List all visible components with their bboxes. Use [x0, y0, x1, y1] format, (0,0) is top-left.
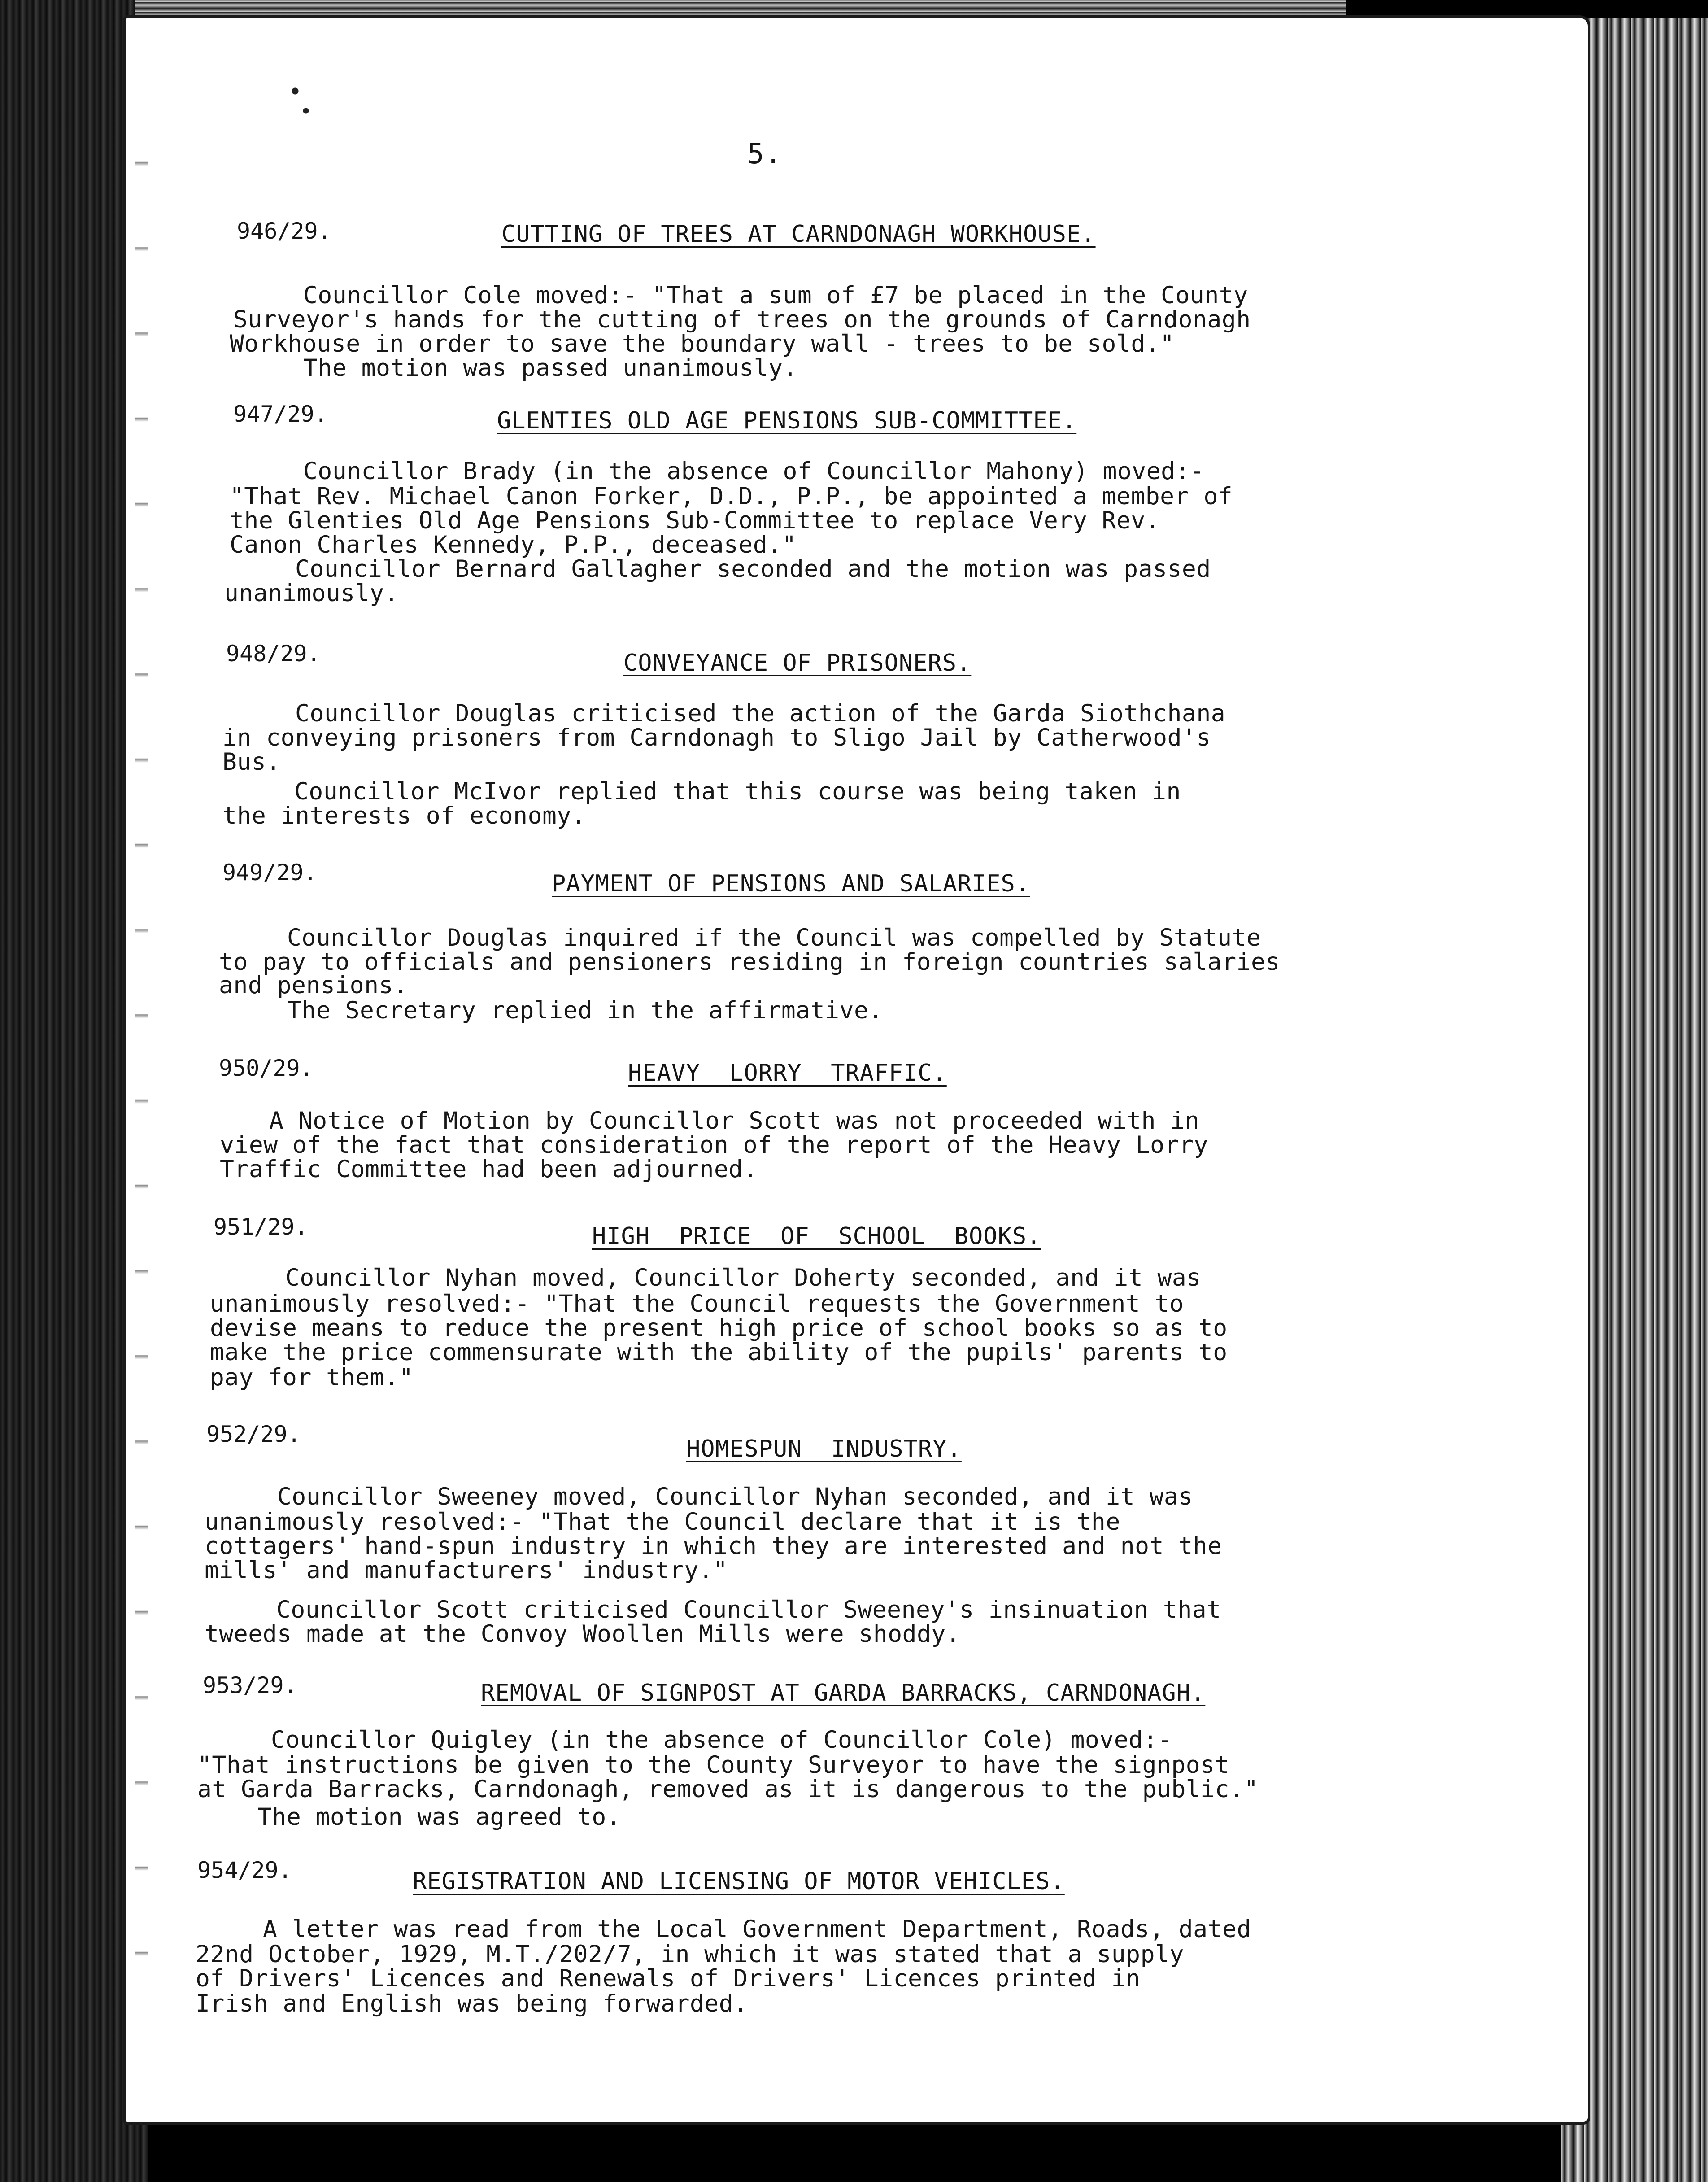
minute-text-line: in conveying prisoners from Carndonagh to Sligo Jail by Catherwood's — [222, 724, 1211, 751]
minute-text-line: Bus. — [222, 748, 281, 776]
minute-text-line: Councillor Douglas inquired if the Council was compelled by Statute — [287, 924, 1261, 951]
minute-text-line: pay for them." — [210, 1364, 414, 1391]
minute-text-line: and pensions. — [219, 972, 408, 999]
minute-text-line: mills' and manufacturers' industry." — [205, 1557, 728, 1584]
minute-text-line: Councillor Nyhan moved, Councillor Doherty seconded, and it was — [285, 1264, 1201, 1292]
minute-number: 954/29. — [197, 1857, 292, 1883]
minute-text-line: devise means to reduce the present high price of school books so as to — [210, 1314, 1228, 1342]
minute-heading: CUTTING OF TREES AT CARNDONAGH WORKHOUSE. — [501, 221, 1096, 248]
minute-number: 947/29. — [233, 401, 328, 427]
minute-text-line: Councillor Quigley (in the absence of Councillor Cole) moved:- — [271, 1726, 1172, 1754]
minute-text-line: Councillor Brady (in the absence of Councillor Mahony) moved:- — [303, 458, 1205, 485]
minute-text-line: at Garda Barracks, Carndonagh, removed as it is dangerous to the public." — [197, 1776, 1259, 1803]
minute-text-line: the Glenties Old Age Pensions Sub-Committee to replace Very Rev. — [230, 507, 1160, 534]
minute-text-line: make the price commensurate with the ability of the pupils' parents to — [210, 1339, 1228, 1366]
minute-number: 948/29. — [226, 641, 321, 667]
minute-text-line: cottagers' hand-spun industry in which they are interested and not the — [205, 1532, 1222, 1560]
binding-marks — [135, 81, 148, 2010]
minute-text-line: Irish and English was being forwarded. — [196, 1990, 748, 2017]
minute-heading: CONVEYANCE OF PRISONERS. — [623, 650, 972, 676]
minute-text-line: "That Rev. Michael Canon Forker, D.D., P.P., be appointed a member of — [230, 483, 1233, 510]
minute-heading: HIGH PRICE OF SCHOOL BOOKS. — [592, 1223, 1041, 1250]
minute-text-line: of Drivers' Licences and Renewals of Drivers' Licences printed in — [196, 1965, 1141, 1992]
minute-text-line: The motion was agreed to. — [257, 1803, 621, 1831]
minute-number: 950/29. — [219, 1055, 314, 1081]
minute-number: 946/29. — [237, 218, 331, 244]
minute-number: 952/29. — [206, 1421, 301, 1447]
minute-text-line: Canon Charles Kennedy, P.P., deceased." — [230, 531, 797, 559]
minute-text-line: Councillor Douglas criticised the action of the Garda Siothchana — [295, 700, 1226, 727]
minute-text-line: Councillor Cole moved:- "That a sum of £7 be placed in the County — [303, 282, 1248, 309]
minute-heading: REMOVAL OF SIGNPOST AT GARDA BARRACKS, CARNDONAGH. — [481, 1680, 1206, 1706]
minute-number: 949/29. — [222, 860, 317, 886]
minute-text-line: the interests of economy. — [222, 802, 586, 829]
minute-number: 951/29. — [214, 1214, 308, 1240]
minute-heading: GLENTIES OLD AGE PENSIONS SUB-COMMITTEE. — [497, 407, 1077, 434]
minute-text-line: Councillor Bernard Gallagher seconded and the motion was passed — [295, 555, 1211, 583]
minute-text-line: Surveyor's hands for the cutting of trees on the grounds of Carndonagh — [233, 306, 1251, 333]
page-number: 5. — [747, 137, 783, 170]
minute-text-line: "That instructions be given to the County Surveyor to have the signpost — [197, 1751, 1230, 1779]
minute-text-line: tweeds made at the Convoy Woollen Mills were shoddy. — [205, 1620, 961, 1648]
minute-text-line: unanimously resolved:- "That the Council declare that it is the — [205, 1508, 1120, 1536]
minute-text-line: unanimously. — [224, 580, 399, 607]
minute-text-line: unanimously resolved:- "That the Council requests the Government to — [210, 1290, 1184, 1318]
minute-heading: REGISTRATION AND LICENSING OF MOTOR VEHICLES. — [413, 1868, 1065, 1895]
minute-heading: HEAVY LORRY TRAFFIC. — [628, 1060, 947, 1087]
minute-text-line: A letter was read from the Local Government Department, Roads, dated — [263, 1916, 1251, 1943]
minute-text-line: view of the fact that consideration of the report of the Heavy Lorry — [220, 1131, 1208, 1159]
minute-text-line: to pay to officials and pensioners residing in foreign countries salaries — [219, 948, 1280, 976]
minute-text-line: A Notice of Motion by Councillor Scott was not proceeded with in — [269, 1107, 1200, 1135]
minute-text-line: The Secretary replied in the affirmative. — [287, 997, 883, 1024]
minute-number: 953/29. — [203, 1672, 297, 1698]
minute-text-line: Councillor Sweeney moved, Councillor Nyhan seconded, and it was — [277, 1483, 1193, 1510]
minute-text-line: Workhouse in order to save the boundary wall - trees to be sold." — [230, 330, 1175, 358]
minute-text-line: Councillor Scott criticised Councillor Sweeney's insinuation that — [276, 1596, 1221, 1623]
minute-text-line: 22nd October, 1929, M.T./202/7, in which it was stated that a supply — [196, 1941, 1184, 1968]
minute-heading: PAYMENT OF PENSIONS AND SALARIES. — [552, 870, 1030, 897]
minute-text-line: The motion was passed unanimously. — [303, 354, 797, 382]
scan-specks — [287, 76, 314, 126]
minute-text-line: Councillor McIvor replied that this course was being taken in — [294, 778, 1181, 805]
minute-text-line: Traffic Committee had been adjourned. — [220, 1156, 758, 1183]
minute-heading: HOMESPUN INDUSTRY. — [686, 1436, 962, 1462]
